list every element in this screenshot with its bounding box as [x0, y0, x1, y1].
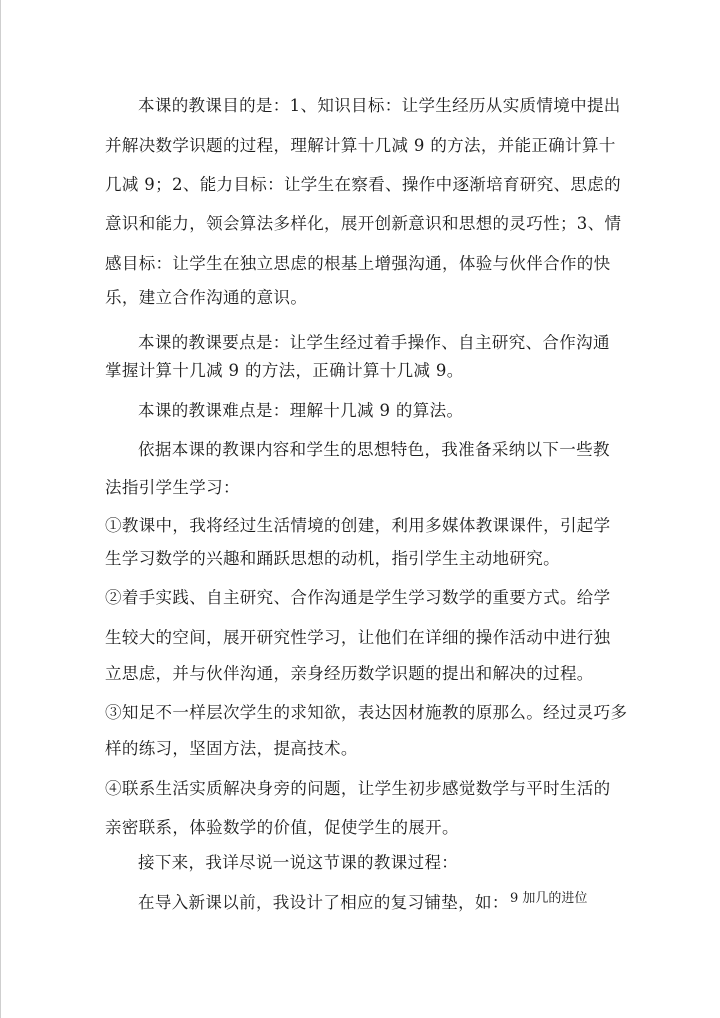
text-line: ④联系生活实质解决身旁的问题，让学生初步感觉数学与平时生活的	[105, 779, 611, 798]
page-edge	[0, 0, 1, 1018]
aside-note: 9 加几的进位	[510, 891, 588, 906]
text-line: 并解决数学识题的过程，理解计算十几减 9 的方法，并能正确计算十	[105, 136, 616, 155]
text-line: 依据本课的教课内容和学生的思想特色，我准备采纳以下一些教	[138, 440, 610, 459]
text-line: 意识和能力，领会算法多样化，展开创新意识和思想的灵巧性；3、情	[105, 214, 622, 233]
text-line: ②着手实践、自主研究、合作沟通是学生学习数学的重要方式。给学	[105, 588, 611, 607]
text-line: 掌握计算十几减 9 的方法，正确计算十几减 9。	[105, 361, 464, 380]
text-line: 法指引学生学习：	[105, 478, 240, 497]
text-line: 样的练习，坚固方法，提高技术。	[105, 739, 358, 758]
text-line: 生较大的空间，展开研究性学习，让他们在详细的操作活动中进行独	[105, 628, 611, 647]
text-line: 立思虑，并与伙伴沟通，亲身经历数学识题的提出和解决的过程。	[105, 664, 594, 683]
text-line: 乐，建立合作沟通的意识。	[105, 288, 308, 307]
text-line: ③知足不一样层次学生的求知欲，表达因材施教的原那么。经过灵巧多	[105, 703, 628, 722]
text-line: ①教课中，我将经过生活情境的创建，利用多媒体教课课件，引起学	[105, 516, 611, 535]
text-line: 在导入新课以前，我设计了相应的复习铺垫，如：	[138, 893, 509, 912]
text-line: 本课的教课目的是：1、知识目标：让学生经历从实质情境中提出	[138, 96, 621, 115]
text-line: 亲密联系，体验数学的价值，促使学生的展开。	[105, 818, 459, 837]
text-line: 本课的教课要点是：让学生经过着手操作、自主研究、合作沟通	[138, 333, 610, 352]
text-line: 生学习数学的兴趣和踊跃思想的动机，指引学生主动地研究。	[105, 549, 560, 568]
text-line: 几减 9；2、能力目标：让学生在察看、操作中逐渐培育研究、思虑的	[105, 175, 621, 194]
text-line: 感目标：让学生在独立思虑的根基上增强沟通，体验与伙伴合作的快	[105, 254, 611, 273]
text-line: 接下来，我详尽说一说这节课的教课过程：	[138, 853, 459, 872]
text-line: 本课的教课难点是：理解十几减 9 的算法。	[138, 401, 464, 420]
